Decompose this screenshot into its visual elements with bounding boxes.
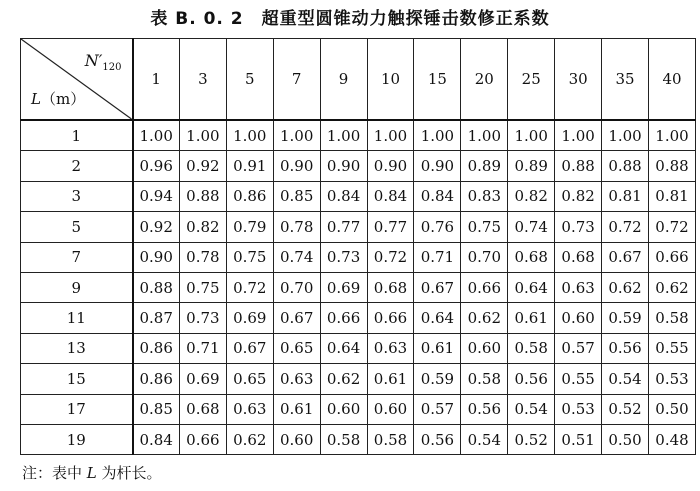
- table-cell: 0.85: [273, 181, 320, 211]
- table-cell: 0.71: [179, 333, 226, 363]
- table-cell: 0.60: [273, 424, 320, 454]
- table-cell: 1.00: [367, 120, 414, 151]
- table-cell: 0.87: [133, 303, 180, 333]
- table-cell: 0.53: [648, 364, 695, 394]
- table-cell: 0.58: [461, 364, 508, 394]
- table-cell: 1.00: [648, 120, 695, 151]
- table-cell: 0.73: [320, 242, 367, 272]
- table-cell: 0.54: [508, 394, 555, 424]
- correction-factor-table: [20, 38, 696, 455]
- table-cell: 0.92: [179, 151, 226, 181]
- table-cell: 0.75: [461, 212, 508, 242]
- table-cell: 0.70: [273, 272, 320, 302]
- table-cell: 0.86: [226, 181, 273, 211]
- table-cell: 0.59: [414, 364, 461, 394]
- table-cell: 0.65: [226, 364, 273, 394]
- column-header: 3: [179, 39, 226, 121]
- table-cell: 0.72: [602, 212, 649, 242]
- table-cell: 0.72: [226, 272, 273, 302]
- table-cell: 0.67: [226, 333, 273, 363]
- row-label: 17: [21, 394, 133, 424]
- table-cell: 0.81: [602, 181, 649, 211]
- table-cell: 0.66: [367, 303, 414, 333]
- table-cell: 0.62: [648, 272, 695, 302]
- table-row: [21, 181, 696, 211]
- table-cell: 0.82: [179, 212, 226, 242]
- table-cell: 0.55: [648, 333, 695, 363]
- table-cell: 0.71: [414, 242, 461, 272]
- table-cell: 0.89: [508, 151, 555, 181]
- table-cell: 0.58: [320, 424, 367, 454]
- table-cell: 0.90: [133, 242, 180, 272]
- table-cell: 0.69: [226, 303, 273, 333]
- table-cell: 0.63: [367, 333, 414, 363]
- table-cell: 0.67: [602, 242, 649, 272]
- table-cell: 0.58: [648, 303, 695, 333]
- table-cell: 0.50: [648, 394, 695, 424]
- table-cell: 0.73: [555, 212, 602, 242]
- column-header: 5: [226, 39, 273, 121]
- row-label: 19: [21, 424, 133, 454]
- table-cell: 0.63: [273, 364, 320, 394]
- table-cell: 0.88: [648, 151, 695, 181]
- table-cell: 0.78: [179, 242, 226, 272]
- table-cell: 1.00: [461, 120, 508, 151]
- table-cell: 0.58: [508, 333, 555, 363]
- header-row: [21, 39, 696, 121]
- column-header: 20: [461, 39, 508, 121]
- table-cell: 0.88: [602, 151, 649, 181]
- table-cell: 0.96: [133, 151, 180, 181]
- table-cell: 0.89: [461, 151, 508, 181]
- column-header: 15: [414, 39, 461, 121]
- table-cell: 0.88: [179, 181, 226, 211]
- table-cell: 0.60: [367, 394, 414, 424]
- row-label: 15: [21, 364, 133, 394]
- table-row: [21, 212, 696, 242]
- table-cell: 0.64: [320, 333, 367, 363]
- table-cell: 0.65: [273, 333, 320, 363]
- table-cell: 1.00: [273, 120, 320, 151]
- table-cell: 0.61: [414, 333, 461, 363]
- row-label: 2: [21, 151, 133, 181]
- table-cell: 0.72: [367, 242, 414, 272]
- table-cell: 0.85: [133, 394, 180, 424]
- table-cell: 0.52: [602, 394, 649, 424]
- table-cell: 0.67: [414, 272, 461, 302]
- table-body: [21, 120, 696, 455]
- row-label: 13: [21, 333, 133, 363]
- table-footnote: 注：表中 L 为杆长。: [22, 464, 162, 482]
- table-cell: 1.00: [133, 120, 180, 151]
- table-cell: 0.48: [648, 424, 695, 454]
- table-cell: 0.59: [602, 303, 649, 333]
- table-cell: 0.90: [320, 151, 367, 181]
- table-row: [21, 272, 696, 302]
- table-cell: 0.92: [133, 212, 180, 242]
- row-label: 1: [21, 120, 133, 151]
- table-row: [21, 424, 696, 454]
- table-title: 表 B. 0. 2 超重型圆锥动力触探锤击数修正系数: [150, 9, 550, 29]
- table-cell: 0.54: [461, 424, 508, 454]
- table-cell: 0.56: [602, 333, 649, 363]
- table-cell: 0.69: [320, 272, 367, 302]
- table-cell: 0.82: [508, 181, 555, 211]
- table-cell: 0.70: [461, 242, 508, 272]
- table-cell: 0.57: [555, 333, 602, 363]
- row-label: 11: [21, 303, 133, 333]
- table-cell: 0.88: [133, 272, 180, 302]
- column-header: 7: [273, 39, 320, 121]
- table-cell: 0.51: [555, 424, 602, 454]
- table-cell: 0.61: [273, 394, 320, 424]
- table-cell: 0.68: [508, 242, 555, 272]
- table-cell: 0.55: [555, 364, 602, 394]
- column-header: 1: [133, 39, 180, 121]
- table-cell: 0.84: [367, 181, 414, 211]
- table-cell: 0.88: [555, 151, 602, 181]
- row-label: 5: [21, 212, 133, 242]
- table-cell: 0.61: [508, 303, 555, 333]
- table-cell: 0.77: [320, 212, 367, 242]
- table-cell: 0.90: [414, 151, 461, 181]
- table-cell: 0.84: [133, 424, 180, 454]
- column-header: 25: [508, 39, 555, 121]
- table-row: [21, 394, 696, 424]
- row-label: 3: [21, 181, 133, 211]
- table-cell: 0.60: [320, 394, 367, 424]
- table-cell: 0.91: [226, 151, 273, 181]
- row-label: 7: [21, 242, 133, 272]
- table-cell: 0.84: [320, 181, 367, 211]
- table-cell: 1.00: [508, 120, 555, 151]
- table-cell: 0.66: [648, 242, 695, 272]
- table-cell: 0.77: [367, 212, 414, 242]
- table-cell: 0.66: [320, 303, 367, 333]
- table-row: [21, 242, 696, 272]
- table-cell: 1.00: [320, 120, 367, 151]
- table-cell: 0.90: [367, 151, 414, 181]
- table-row: [21, 364, 696, 394]
- table-cell: 0.78: [273, 212, 320, 242]
- table-cell: 0.57: [414, 394, 461, 424]
- table-cell: 0.64: [508, 272, 555, 302]
- table-cell: 0.63: [226, 394, 273, 424]
- table-cell: 0.67: [273, 303, 320, 333]
- table-cell: 0.64: [414, 303, 461, 333]
- table-cell: 0.56: [508, 364, 555, 394]
- table-cell: 0.62: [602, 272, 649, 302]
- corner-header-cell: [21, 39, 133, 121]
- table-cell: 0.61: [367, 364, 414, 394]
- table-cell: 0.68: [367, 272, 414, 302]
- table-cell: 1.00: [414, 120, 461, 151]
- table-cell: 0.62: [226, 424, 273, 454]
- table-cell: 1.00: [179, 120, 226, 151]
- table-cell: 0.54: [602, 364, 649, 394]
- table-cell: 0.52: [508, 424, 555, 454]
- table-cell: 0.63: [555, 272, 602, 302]
- table-cell: 0.56: [461, 394, 508, 424]
- table-cell: 0.75: [179, 272, 226, 302]
- table-cell: 0.56: [414, 424, 461, 454]
- column-header: 30: [555, 39, 602, 121]
- table-cell: 1.00: [226, 120, 273, 151]
- table-cell: 0.58: [367, 424, 414, 454]
- column-header: 40: [648, 39, 695, 121]
- table-cell: 0.66: [179, 424, 226, 454]
- table-cell: 0.74: [508, 212, 555, 242]
- table-cell: 0.74: [273, 242, 320, 272]
- table-cell: 0.94: [133, 181, 180, 211]
- table-row: [21, 333, 696, 363]
- table-cell: 0.68: [555, 242, 602, 272]
- column-header: 10: [367, 39, 414, 121]
- row-label: 9: [21, 272, 133, 302]
- table-cell: 0.72: [648, 212, 695, 242]
- table-cell: 0.75: [226, 242, 273, 272]
- table-cell: 0.90: [273, 151, 320, 181]
- table-cell: 0.62: [461, 303, 508, 333]
- table-cell: 0.83: [461, 181, 508, 211]
- table-cell: 1.00: [602, 120, 649, 151]
- table-cell: 0.69: [179, 364, 226, 394]
- table-cell: 1.00: [555, 120, 602, 151]
- table-cell: 0.60: [461, 333, 508, 363]
- table-cell: 0.81: [648, 181, 695, 211]
- table-row: [21, 120, 696, 151]
- column-header: 35: [602, 39, 649, 121]
- table-row: [21, 303, 696, 333]
- table-cell: 0.73: [179, 303, 226, 333]
- table-cell: 0.79: [226, 212, 273, 242]
- table-cell: 0.60: [555, 303, 602, 333]
- table-cell: 0.50: [602, 424, 649, 454]
- table-row: [21, 151, 696, 181]
- table-cell: 0.53: [555, 394, 602, 424]
- table-cell: 0.86: [133, 364, 180, 394]
- table-cell: 0.68: [179, 394, 226, 424]
- corner-row-variable: L（m）: [31, 90, 86, 108]
- table-cell: 0.62: [320, 364, 367, 394]
- corner-column-variable: $N'_{120}$: [84, 51, 122, 74]
- table-cell: 0.82: [555, 181, 602, 211]
- column-header: 9: [320, 39, 367, 121]
- table-cell: 0.86: [133, 333, 180, 363]
- table-cell: 0.66: [461, 272, 508, 302]
- table-cell: 0.76: [414, 212, 461, 242]
- table-cell: 0.84: [414, 181, 461, 211]
